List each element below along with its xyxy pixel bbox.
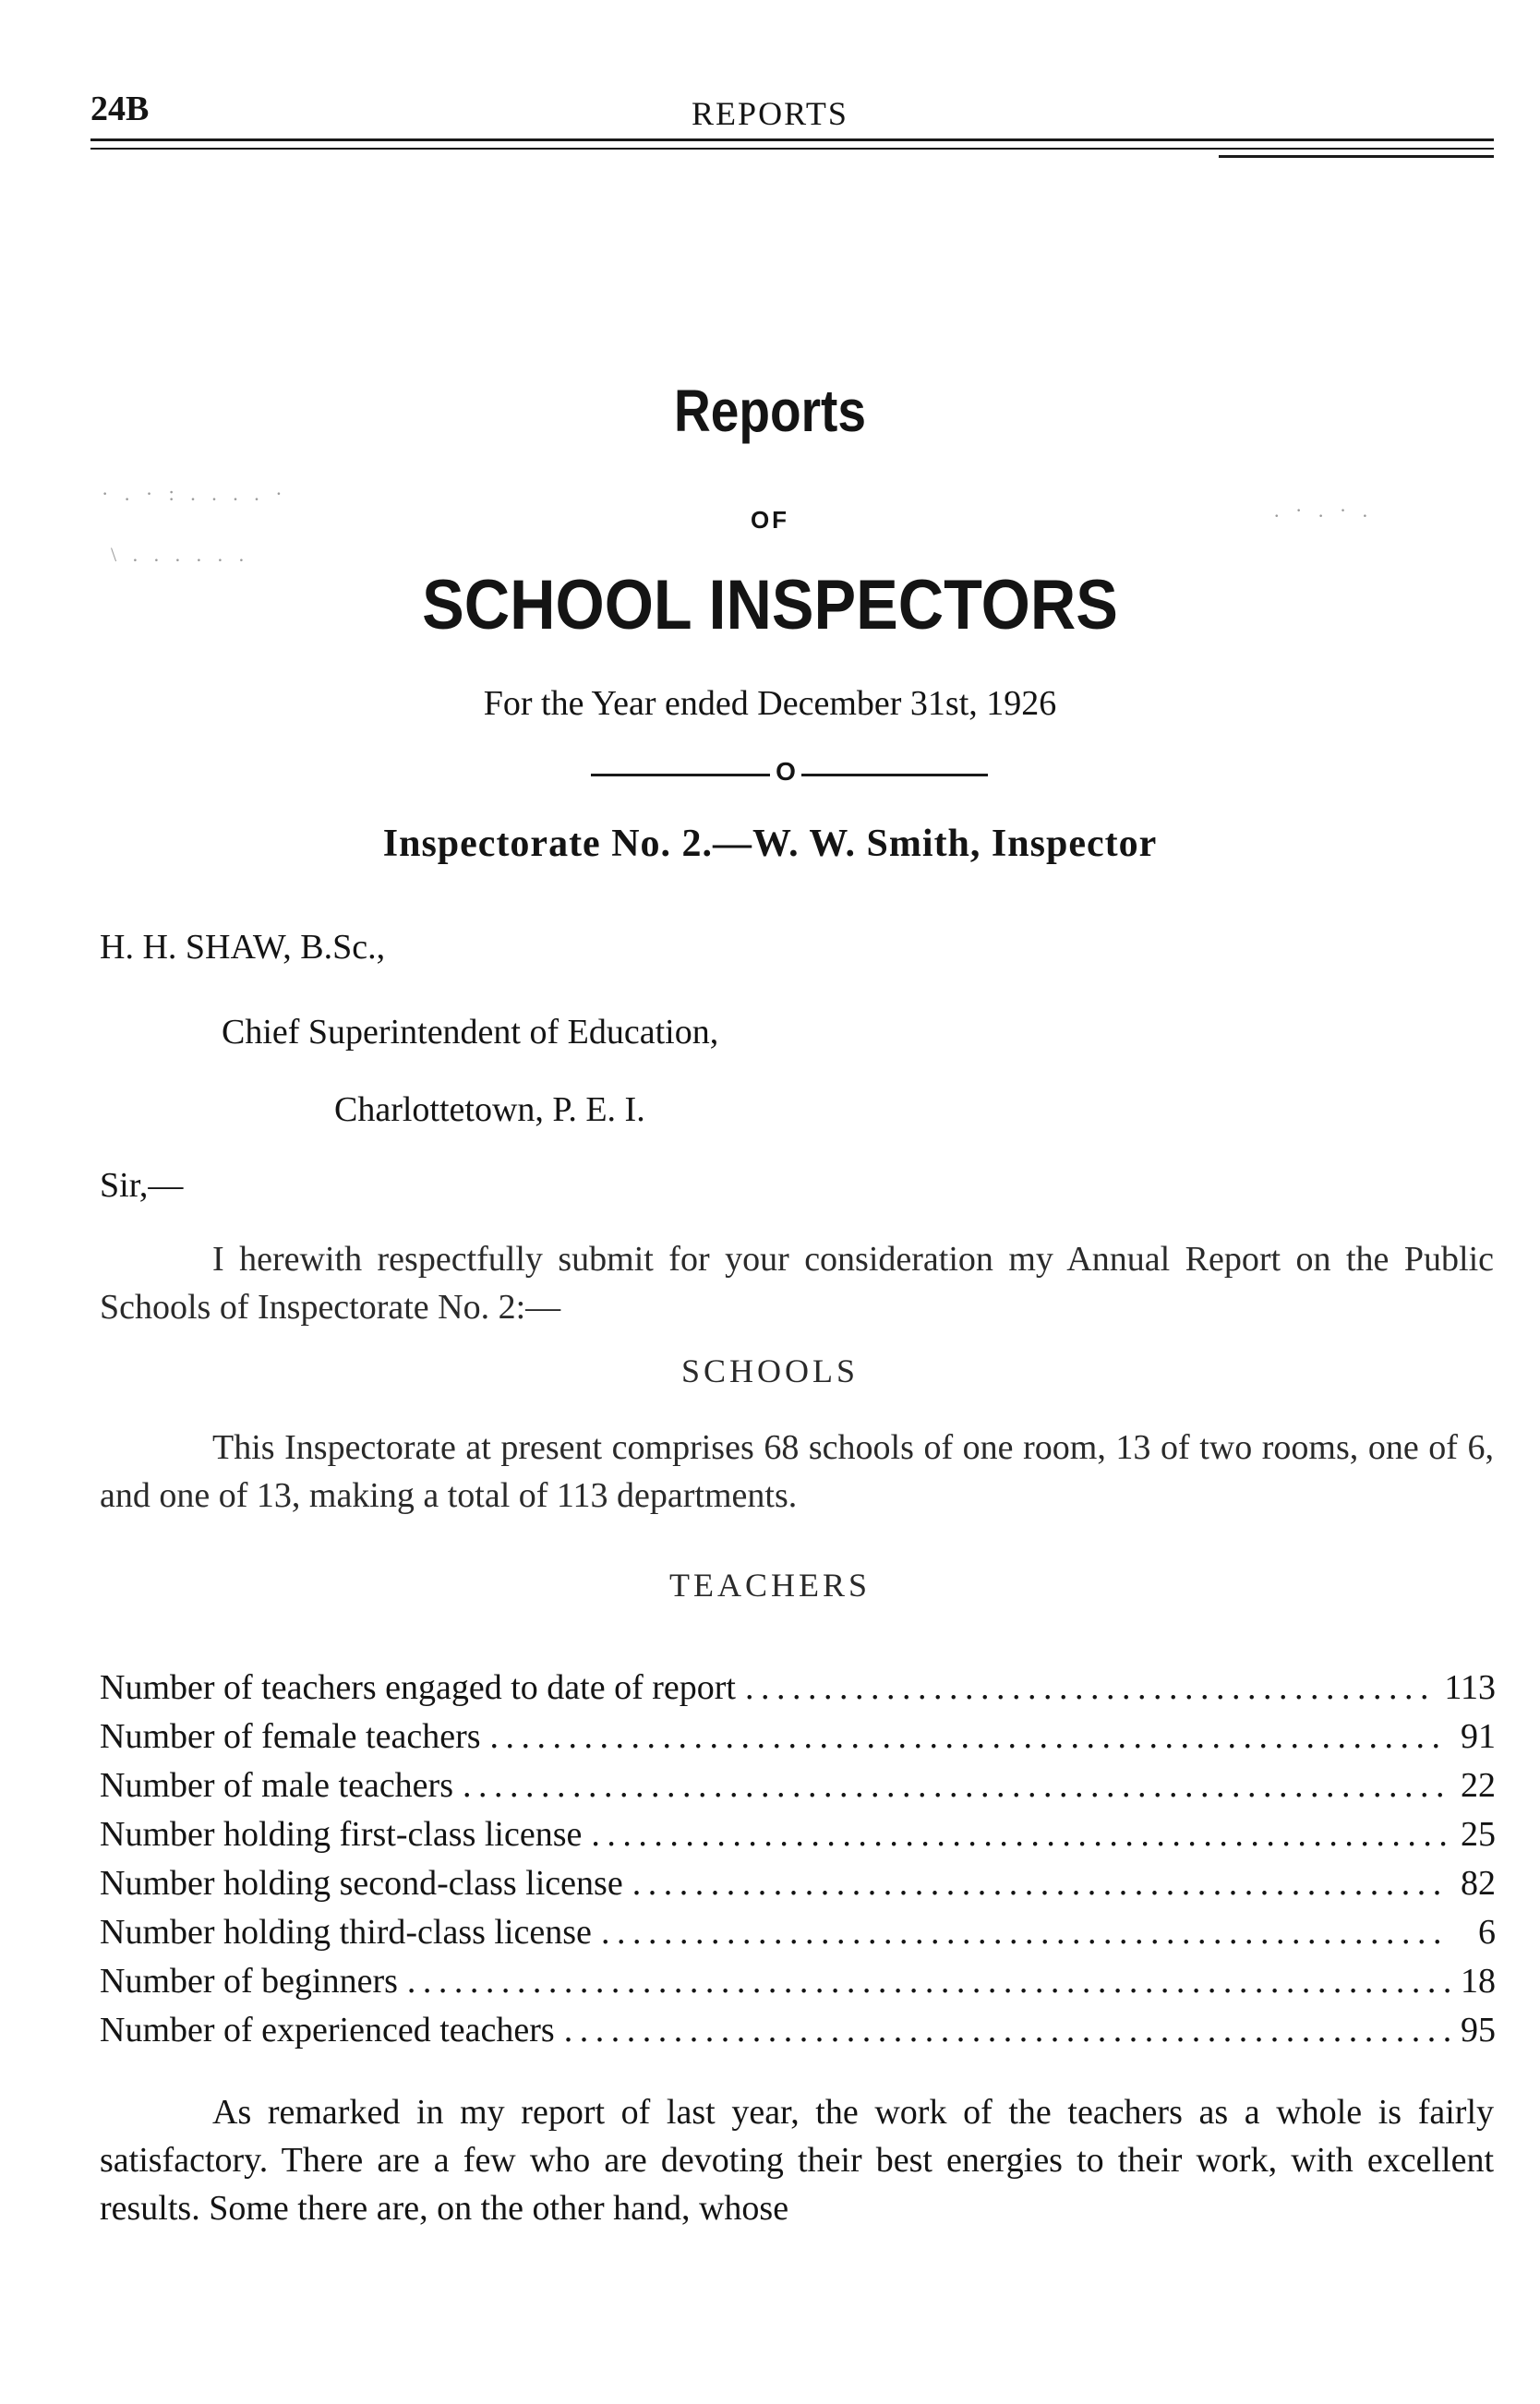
inspectorate-heading: Inspectorate No. 2.—W. W. Smith, Inspector: [382, 823, 1158, 865]
dot-leader: [407, 1961, 1450, 2001]
list-item: [100, 1765, 1496, 1814]
stat-label: Number holding second-class license: [100, 1864, 623, 1903]
scan-noise: · . · : . . . . ·: [102, 482, 288, 505]
stat-label: Number of beginners: [100, 1962, 398, 2001]
running-title: REPORTS: [692, 95, 848, 132]
stat-value: 91: [1461, 1717, 1496, 1756]
header-rule: [90, 138, 1494, 141]
stat-value: 82: [1461, 1864, 1496, 1903]
teachers-paragraph: [100, 2088, 1494, 2232]
list-item: [100, 1814, 1496, 1863]
addressee-location: Charlottetown, P. E. I.: [334, 1090, 645, 1129]
list-item: [100, 1961, 1496, 2010]
stat-label: Number of teachers engaged to date of report: [100, 1668, 736, 1707]
stat-value: 6: [1478, 1913, 1496, 1952]
dot-leader: [463, 1765, 1450, 1806]
list-item: [100, 1716, 1496, 1765]
list-item: [100, 2010, 1496, 2059]
list-item: [100, 1667, 1496, 1716]
dot-leader: [490, 1716, 1450, 1757]
stat-value: 25: [1461, 1815, 1496, 1854]
report-subtitle: For the Year ended December 31st, 1926: [483, 684, 1057, 723]
stat-label: Number of male teachers: [100, 1766, 453, 1805]
list-item: [100, 1912, 1496, 1961]
stat-value: 113: [1444, 1668, 1496, 1707]
header-rule: [90, 148, 1494, 150]
page-number: 24B: [90, 90, 150, 128]
schools-paragraph: [100, 1424, 1494, 1520]
dot-leader: [564, 2010, 1450, 2050]
stat-label: Number of experienced teachers: [100, 2011, 555, 2049]
dot-leader: [632, 1863, 1450, 1904]
title-of: OF: [750, 506, 790, 534]
report-heading: SCHOOL INSPECTORS: [422, 566, 1118, 644]
section-heading-schools: SCHOOLS: [680, 1352, 860, 1389]
stat-value: 95: [1461, 2011, 1496, 2049]
stat-value: 22: [1461, 1766, 1496, 1805]
teachers-paragraph-text: As remarked in my report of last year, the work of the teachers as a whole is fairly satisfactory. There are a few who are devoting their best energies to their work, with excellent results. Some there are, on the other hand, whose: [100, 2093, 1494, 2228]
teacher-stats-list: [100, 1667, 1496, 2059]
stat-value: 18: [1461, 1962, 1496, 2001]
report-title: Reports: [674, 378, 866, 444]
stat-label: Number of female teachers: [100, 1717, 481, 1756]
list-item: [100, 1863, 1496, 1912]
salutation: Sir,—: [100, 1166, 184, 1205]
separator-mark: O: [770, 755, 801, 787]
stat-label: Number holding first-class license: [100, 1815, 583, 1854]
intro-paragraph-text: I herewith respectfully submit for your consideration my Annual Report on the Public Schools of Inspectorate No. 2:—: [100, 1240, 1494, 1327]
stat-label: Number holding third-class license: [100, 1913, 592, 1952]
section-heading-teachers: TEACHERS: [668, 1567, 871, 1604]
addressee-title: Chief Superintendent of Education,: [222, 1013, 719, 1052]
scan-noise: . · . · .: [1274, 499, 1374, 522]
scan-noise: \ . . . . . .: [111, 543, 250, 566]
dot-leader: [601, 1912, 1450, 1953]
schools-paragraph-text: This Inspectorate at present comprises 68 schools of one room, 13 of two rooms, one of 6, and one of 13, making a total of 113 departments.: [100, 1428, 1494, 1515]
header-rule: [1219, 155, 1494, 158]
dot-leader: [591, 1814, 1450, 1855]
addressee-name: H. H. SHAW, B.Sc.,: [100, 928, 386, 967]
intro-paragraph: [100, 1235, 1494, 1331]
dot-leader: [745, 1667, 1435, 1708]
